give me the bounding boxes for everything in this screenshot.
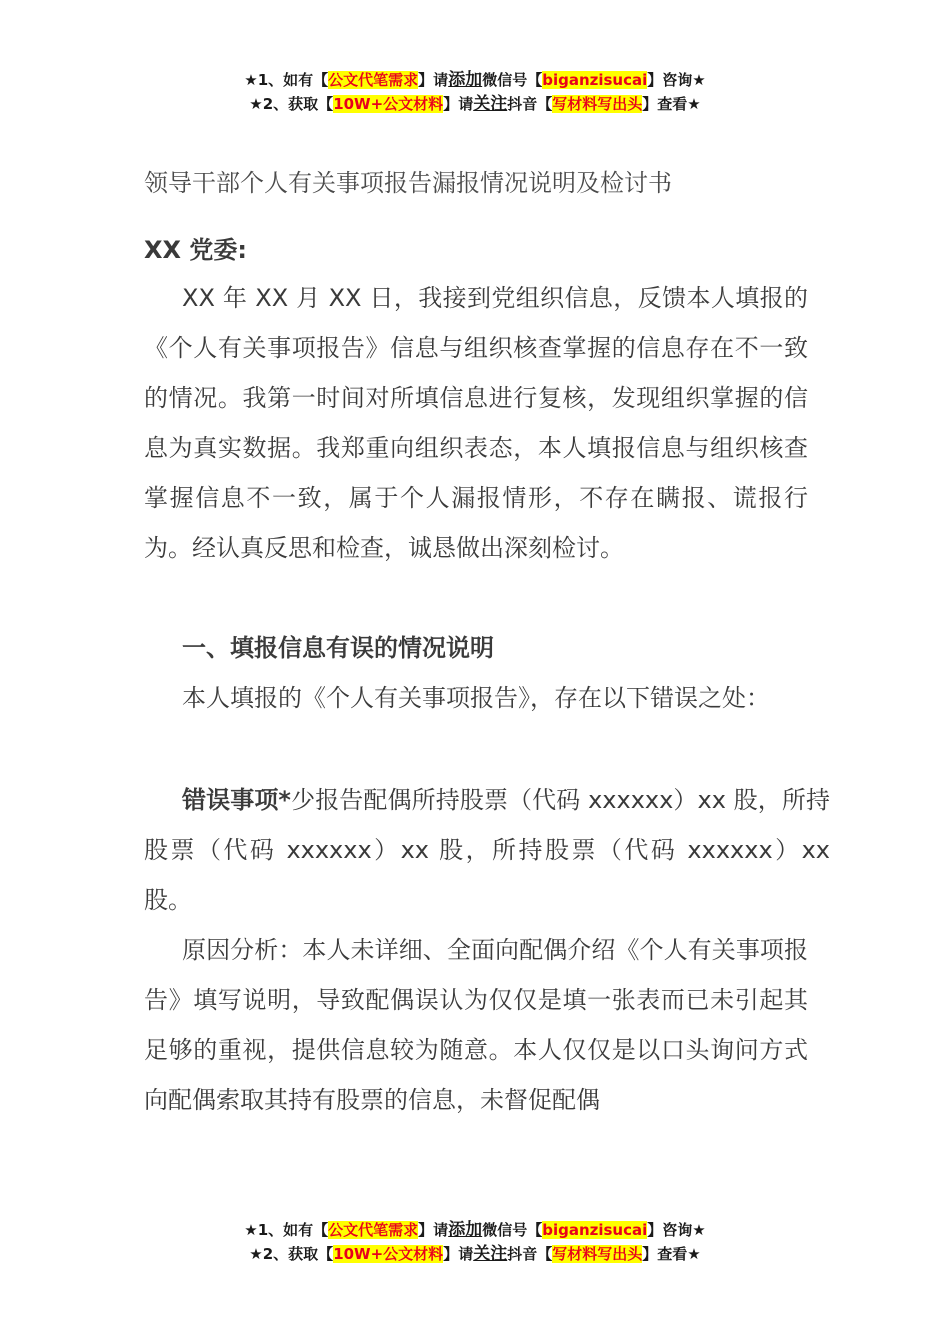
banner-text: ★2、获取【: [249, 95, 334, 113]
footer-banner: [0, 1218, 950, 1266]
douyin-id-highlight: 写材料写出头: [552, 95, 643, 113]
banner-line-2: [0, 1242, 950, 1266]
banner-text: 】请: [418, 71, 449, 89]
banner-text: 微信号【: [482, 71, 543, 89]
banner-highlight: 10W+公文材料: [333, 95, 444, 113]
paragraph-intro: XX 年 XX 月 XX 日，我接到党组织信息，反馈本人填报的《个人有关事项报告》信息与组织核查掌握的信息存在不一致的情况。我第一时间对所填信息进行复核，发现组织掌握的信息为真实数据。我郑重向组织表态，本人填报信息与组织核查掌握信息不一致，属于个人漏报情形，不存在瞒报、谎报行为。经认真反思和检查，诚恳做出深刻检讨。: [144, 284, 808, 562]
banner-underline: 关注: [473, 1244, 508, 1264]
header-banner: [0, 68, 950, 116]
banner-line-2: [0, 92, 950, 116]
wechat-id-highlight: biganzisucai: [542, 1221, 648, 1239]
banner-text: 】请: [443, 1245, 474, 1263]
banner-highlight: 公文代笔需求: [328, 71, 419, 89]
paragraph-error-item: [144, 775, 830, 925]
paragraph-cause-analysis: 原因分析：本人未详细、全面向配偶介绍《个人有关事项报告》填写说明，导致配偶误认为仅仅是填一张表而已未引起其足够的重视，提供信息较为随意。本人仅仅是以口头询问方式向配偶索取其持有股票的信息，未督促配偶: [144, 936, 808, 1114]
banner-text: 抖音【: [507, 1245, 553, 1263]
banner-line-1: [0, 68, 950, 92]
error-item-label: 错误事项*: [182, 786, 291, 814]
banner-text: 】请: [418, 1221, 449, 1239]
salutation: XX 党委:: [144, 236, 247, 264]
banner-underline: 关注: [473, 94, 508, 114]
banner-line-1: [0, 1218, 950, 1242]
douyin-id-highlight: 写材料写出头: [552, 1245, 643, 1263]
banner-text: 】咨询★: [647, 1221, 706, 1239]
paragraph-errors-intro: 本人填报的《个人有关事项报告》，存在以下错误之处：: [182, 684, 770, 712]
wechat-id-highlight: biganzisucai: [542, 71, 648, 89]
banner-underline: 添加: [448, 1220, 483, 1240]
banner-text: 】咨询★: [647, 71, 706, 89]
banner-underline: 添加: [448, 70, 483, 90]
banner-highlight: 公文代笔需求: [328, 1221, 419, 1239]
banner-text: 抖音【: [507, 95, 553, 113]
banner-text: ★1、如有【: [244, 1221, 329, 1239]
error-item-text: 少报告配偶所持股票（代码 xxxxxx）xx 股，所持股票（代码 xxxxxx）xx 股，所持股票（代码 xxxxxx）xx 股。: [144, 786, 830, 914]
banner-text: 微信号【: [482, 1221, 543, 1239]
banner-text: 】查看★: [642, 95, 701, 113]
banner-highlight: 10W+公文材料: [333, 1245, 444, 1263]
banner-text: 】查看★: [642, 1245, 701, 1263]
section-heading-1: 一、填报信息有误的情况说明: [182, 634, 494, 662]
document-title: 领导干部个人有关事项报告漏报情况说明及检讨书: [144, 169, 672, 197]
banner-text: ★2、获取【: [249, 1245, 334, 1263]
banner-text: 】请: [443, 95, 474, 113]
banner-text: ★1、如有【: [244, 71, 329, 89]
